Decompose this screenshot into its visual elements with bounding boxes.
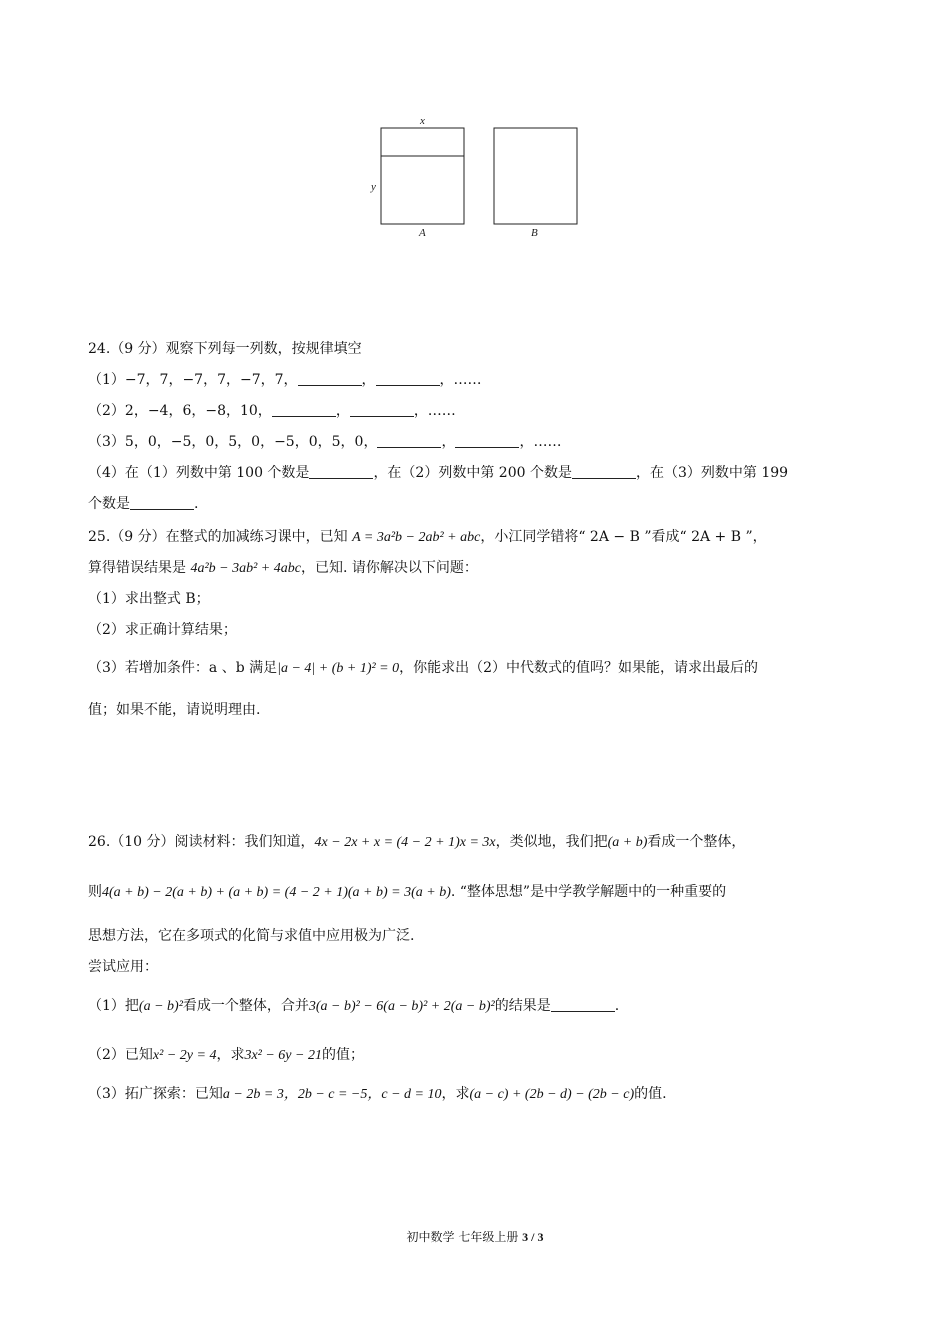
q26-line3: 思想方法，它在多项式的化简与求值中应用极为广泛. — [88, 928, 415, 944]
answer-blank[interactable] — [309, 464, 373, 479]
q26-part2: （2）已知x² − 2y = 4，求3x² − 6y − 21的值； — [88, 1047, 364, 1063]
q26-line1: 26.（10 分）阅读材料：我们知道，4x − 2x + x = (4 − 2 + 1)x = 3x，类似地，我们把(a + b)看成一个整体， — [88, 834, 746, 850]
q25-part3-cont: 值；如果不能，请说明理由. — [88, 702, 261, 718]
label-x: x — [420, 115, 425, 127]
answer-blank[interactable] — [376, 371, 440, 386]
math-expr: 4(a + b) − 2(a + b) + (a + b) = (4 − 2 + 1)(a + b) = 3(a + b) — [102, 885, 451, 900]
math-expr: x² − 2y = 4 — [152, 1048, 217, 1063]
q25-line2: 算得错误结果是 4a²b − 3ab² + 4abc，已知. 请你解决以下问题： — [88, 560, 478, 576]
math-expr: (a + b) — [607, 835, 648, 850]
page-footer: 初中数学 七年级上册 3 / 3 — [406, 1230, 544, 1244]
q24-part1: （1）−7，7，−7，7，−7，7， ， ，…… — [88, 372, 482, 388]
answer-blank[interactable] — [377, 433, 441, 448]
q25-line1: 25.（9 分）在整式的加减练习课中，已知 A = 3a²b − 2ab² + abc，小江同学错将“ 2A − B ”看成“ 2A + B ”， — [88, 529, 767, 545]
rect-b — [494, 128, 577, 224]
answer-blank[interactable] — [572, 464, 636, 479]
answer-blank[interactable] — [455, 433, 519, 448]
page-number: 3 / 3 — [522, 1230, 544, 1244]
math-expr: 4x − 2x + x = (4 − 2 + 1)x = 3x — [314, 835, 496, 850]
math-expr: A = 3a²b − 2ab² + abc — [352, 530, 481, 545]
answer-blank[interactable] — [130, 495, 194, 510]
math-expr: |a − 4| + (b + 1)² = 0 — [277, 661, 400, 676]
math-expr: 4a²b − 3ab² + 4abc — [190, 561, 301, 576]
q25-part2: （2）求正确计算结果； — [88, 622, 237, 638]
q26-part3: （3）拓广探索：已知a − 2b = 3，2b − c = −5，c − d = 10，求(a − c) + (2b − d) − (2b − c)的值. — [88, 1086, 667, 1102]
math-expr: (a − b)² — [138, 999, 183, 1014]
label-a: A — [419, 227, 426, 239]
label-y: y — [371, 181, 376, 193]
math-expr: a − 2b = 3，2b − c = −5，c − d = 10 — [222, 1087, 442, 1102]
q26-line2: 则4(a + b) − 2(a + b) + (a + b) = (4 − 2 + 1)(a + b) = 3(a + b). “整体思想”是中学教学解题中的一种重要的 — [88, 884, 727, 900]
answer-blank[interactable] — [350, 402, 414, 417]
q24-title: 24.（9 分）观察下列每一列数，按规律填空 — [88, 341, 362, 357]
figure-rectangles — [360, 110, 600, 245]
math-expr: 3(a − b)² − 6(a − b)² + 2(a − b)² — [308, 999, 495, 1014]
q26-line4: 尝试应用： — [88, 959, 158, 975]
q25-part1: （1）求出整式 B； — [88, 591, 210, 607]
q24-part4-cont: 个数是 . — [88, 496, 199, 512]
math-expr: 3x² − 6y − 21 — [244, 1048, 322, 1063]
q24-part4: （4）在（1）列数中第 100 个数是 ，在（2）列数中第 200 个数是 ，在（3）列数中第 199 — [88, 465, 789, 481]
math-expr: (a − c) + (2b − d) − (2b − c) — [469, 1087, 635, 1102]
label-b: B — [531, 227, 538, 239]
q24-part3: （3）5，0，−5，0，5，0，−5，0，5，0， ， ，…… — [88, 434, 562, 450]
q24-part2: （2）2，−4，6，−8，10， ， ，…… — [88, 403, 456, 419]
figure-svg — [360, 110, 600, 245]
answer-blank[interactable] — [551, 997, 615, 1012]
q26-part1: （1）把(a − b)²看成一个整体，合并3(a − b)² − 6(a − b)² + 2(a − b)²的结果是 . — [88, 998, 620, 1014]
answer-blank[interactable] — [298, 371, 362, 386]
answer-blank[interactable] — [272, 402, 336, 417]
rect-a — [381, 128, 464, 224]
q25-part3: （3）若增加条件：a 、b 满足|a − 4| + (b + 1)² = 0，你能求出（2）中代数式的值吗？如果能，请求出最后的 — [88, 660, 759, 676]
